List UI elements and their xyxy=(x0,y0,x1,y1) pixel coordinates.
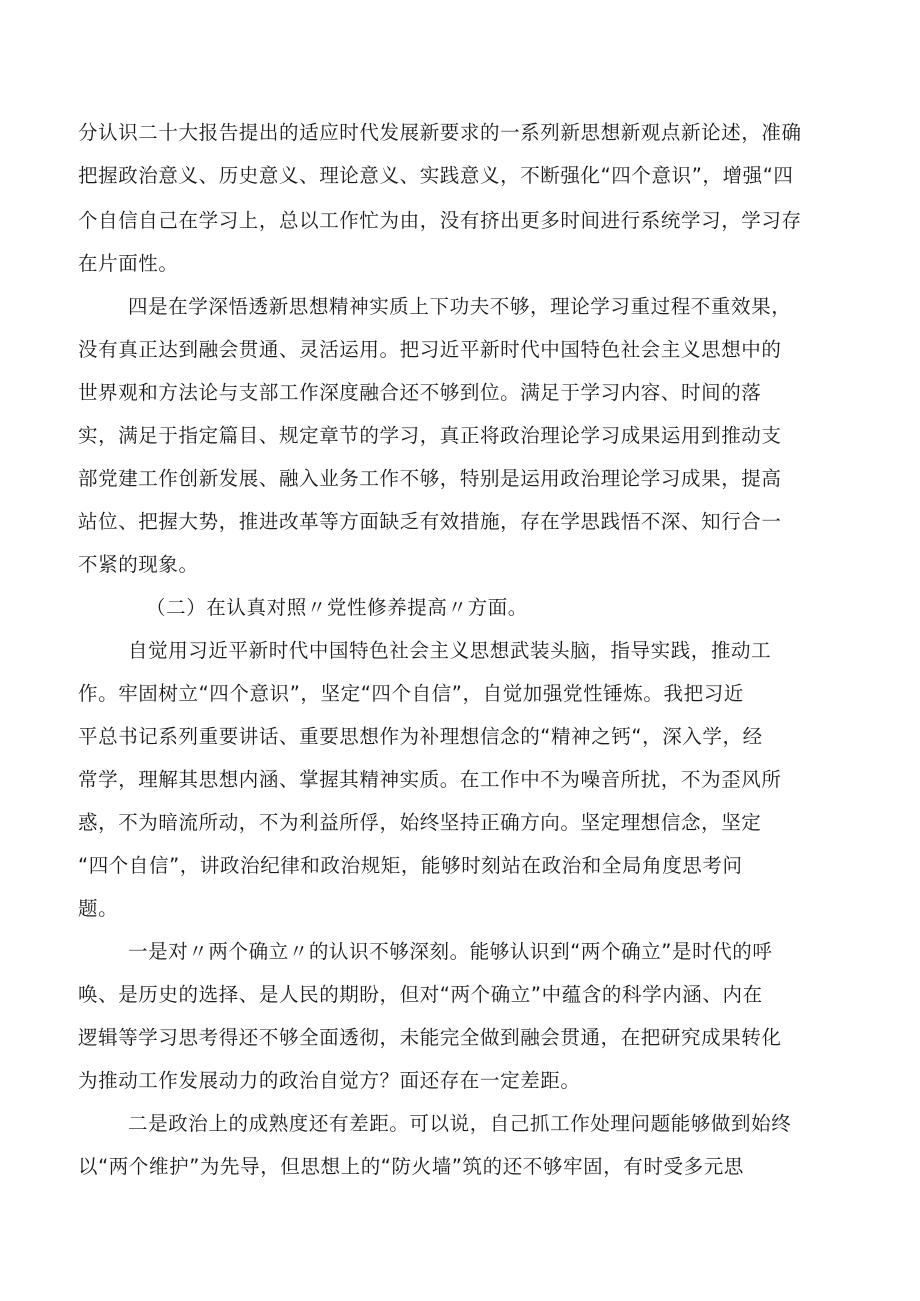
text-line: 把握政治意义、历史意义、理论意义、实践意义，不断强化“四个意识”，增强“四 xyxy=(78,164,794,187)
text-line: 一是对〃两个确立〃的认识不够深刻。能够认识到“两个确立”是时代的呼 xyxy=(128,940,773,963)
text-line: 平总书记系列重要讲话、重要思想作为补理想信念的“精神之钙“，深入学，经 xyxy=(78,725,763,748)
text-line: 逻辑等学习思考得还不够全面透彻，未能完全做到融会贯通，在把研究成果转化 xyxy=(78,1026,782,1049)
text-line: 自觉用习近平新时代中国特色社会主义思想武装头脑，指导实践，推动工 xyxy=(128,639,772,662)
text-line: 分认识二十大报告提出的适应时代发展新要求的一系列新思想新观点新论述，准确 xyxy=(78,121,802,144)
section-heading: （二）在认真对照〃党性修养提高〃方面。 xyxy=(146,596,528,619)
text-line: 不紧的现象。 xyxy=(78,553,199,576)
text-line: 个自信自己在学习上，总以工作忙为由，没有挤出更多时间进行系统学习，学习存 xyxy=(78,209,802,232)
text-line: 为推动工作发展动力的政治自觉方？面还存在一定差距。 xyxy=(78,1069,581,1092)
text-line: 惑，不为暗流所动，不为利益所俘，始终坚持正确方向。坚定理想信念，坚定 xyxy=(78,811,762,834)
text-line: 没有真正达到融会贯通、灵活运用。把习近平新时代中国特色社会主义思想中的 xyxy=(78,338,782,361)
text-line: “四个自信”，讲政治纪律和政治规矩，能够时刻站在政治和全局角度思考问 xyxy=(78,854,743,877)
text-line: 作。牢固树立“四个意识”，坚定“四个自信”，自觉加强党性锤炼。我把习近 xyxy=(78,682,744,705)
text-line: 实，满足于指定篇目、规定章节的学习，真正将政治理论学习成果运用到推动支 xyxy=(78,424,782,447)
text-line: 以“两个维护”为先导，但思想上的“防火墙”筑的还不够牢固，有时受多元思 xyxy=(78,1155,744,1178)
text-line: 世界观和方法论与支部工作深度融合还不够到位。满足于学习内容、时间的落 xyxy=(78,381,762,404)
text-line: 二是政治上的成熟度还有差距。可以说，自己抓工作处理问题能够做到始终 xyxy=(128,1112,792,1135)
text-line: 题。 xyxy=(78,897,119,920)
text-line: 常学，理解其思想内涵、掌握其精神实质。在工作中不为噪音所扰，不为歪风所 xyxy=(78,768,782,791)
text-line: 部党建工作创新发展、融入业务工作不够，特别是运用政治理论学习成果，提高 xyxy=(78,467,782,490)
text-line: 四是在学深悟透新思想精神实质上下功夫不够，理论学习重过程不重效果， xyxy=(128,295,792,318)
text-line: 站位、把握大势，推进改革等方面缺乏有效措施，存在学思践悟不深、知行合一 xyxy=(78,510,782,533)
text-line: 唤、是历史的选择、是人民的期盼，但对“两个确立”中蕴含的科学内涵、内在 xyxy=(78,983,763,1006)
text-line: 在片面性。 xyxy=(78,252,179,275)
